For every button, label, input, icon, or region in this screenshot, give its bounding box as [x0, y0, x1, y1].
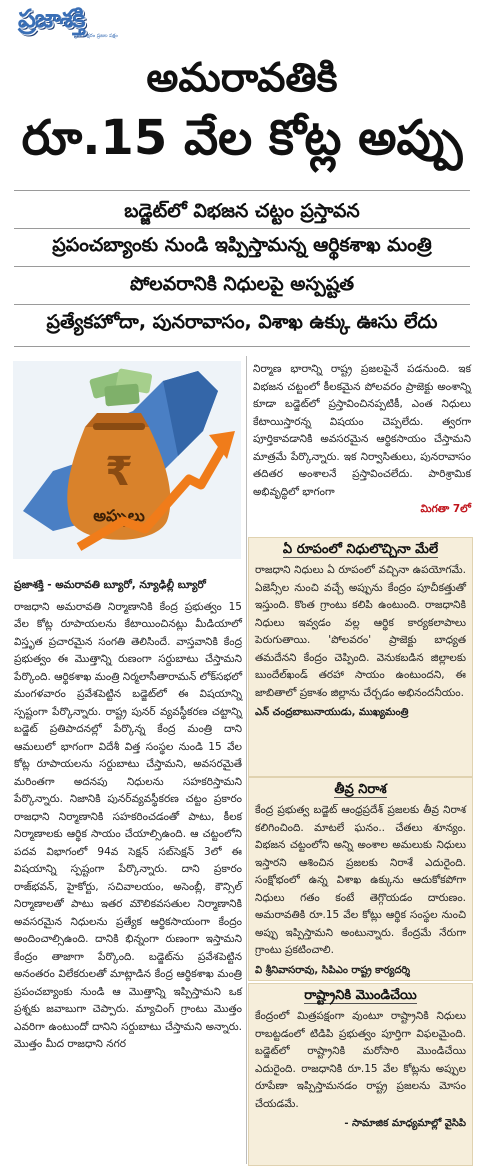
subhead-3: పోలవరానికి నిధులపై అస్పష్టత	[129, 273, 355, 295]
subhead-4: ప్రత్యేకహోదా, పునరావాసం, విశాఖ ఉక్కు ఊసు లేదు	[46, 311, 438, 333]
article-byline: ప్రజాశక్తి - అమరావతి బ్యూరో, న్యూఢిల్లీ బ్యూరో	[14, 579, 206, 591]
article-left-column	[14, 577, 242, 1054]
headline-line-2: రూ.15 వేల కోట్ల అప్పు	[21, 110, 463, 166]
divider	[14, 266, 470, 267]
box-signature: ఎన్ చంద్రబాబునాయుడు, ముఖ్యమంత్రి	[255, 707, 409, 718]
box-title: రాష్ట్రానికి మొండిచేయి	[304, 988, 417, 1003]
money-bag-map-icon	[13, 361, 241, 559]
box-body: కేంద్రంలో మిత్రపక్షంగా వుంటూ రాష్ట్రానికి నిధులు రాబట్టడంలో టిడిపి ప్రభుత్వం పూర్తిగా విఫలమైంది. బడ్జెట్‌లో రాష్ట్రానికి మరోసారి మొండిచేయి ఎదురైంది. రాజధానికి రూ.15 వేల కోట్లను అప్పుల రూపేణా ఇప్పిస్తామనడం రాష్ట్ర ప్రజలను మోసం చేయడమే.	[255, 1010, 466, 1110]
continued-link[interactable]: మిగతా 7లో	[420, 503, 471, 515]
sidebar-box-cpim	[248, 777, 473, 981]
article-right-text: నిర్మాణ భారాన్ని రాష్ట్ర ప్రజలపైనే పడనుంది. ఇక విభజన చట్టంలో కీలకమైన పోలవరం ప్రాజెక్టు అంశాన్ని కూడా బడ్జెట్‌లో ప్రస్తావించినప్పటికీ, ఎంత నిధులు కేటాయిస్తారన్న విషయం చెప్పలేదు. త్వరగా పూర్తికావడానికి అవసరమైన ఆర్థికసాయం చేస్తామని మాత్రమే పేర్కొన్నారు. ఇక నిర్వాసితులు, పునరావాసం తదితర అంశాలనే ప్రస్తావించలేదు. పారిశ్రామిక అభివృద్ధిలో భాగంగా	[253, 363, 471, 498]
box-title: తీవ్ర నిరాశ	[334, 782, 387, 797]
divider	[14, 346, 470, 347]
subhead-2: ప్రపంచబ్యాంకు నుండి ఇప్పిస్తామన్న ఆర్థికశాఖ మంత్రి	[52, 234, 432, 256]
divider	[14, 228, 470, 229]
masthead	[0, 0, 484, 46]
divider	[14, 304, 470, 305]
box-body: రాజధాని నిధులు ఏ రూపంలో వచ్చినా ఉపయోగమే. ఏజెన్సీల నుంచి వచ్చే అప్పును కేంద్రం పూచీకత్తుతో ఇస్తుంది. కొంత గ్రాంటు కలిపి ఉంటుంది. రాజధానికి నిధులు ఇవ్వడం వల్ల ఆర్థిక కార్యకలాపాలు పెరుగుతాయి. 'పోలవరం' ప్రాజెక్టు బాధ్యత తమదేనని కేంద్రం చెప్పింది. వెనుకబడిన జిల్లాలకు బుందేల్‌ఖండ్ తరహా సాయం ఉంటుందని, ఈ జాబితాలో ప్రకాశం జిల్లాను చేర్చడం అభినందనీయం.	[255, 564, 466, 699]
divider	[14, 190, 470, 191]
box-signature: వి శ్రీనివాసరావు, సిపిఎం రాష్ట్ర కార్యదర్శి	[255, 964, 410, 976]
box-title: ఏ రూపంలో నిధులొచ్చినా మేలే	[282, 542, 439, 557]
rupee-symbol: ₹	[105, 449, 133, 495]
bag-label: అప్పులు	[93, 506, 145, 525]
sidebar-box-ysrcp	[248, 983, 473, 1166]
subhead-1: బడ్జెట్‌లో విభజన చట్టం ప్రస్తావన	[124, 200, 360, 222]
box-signature: - సామాజిక మాధ్యమాల్లో వైసిపి	[344, 1118, 466, 1129]
article-body: రాజధాని అమరావతి నిర్మాణానికి కేంద్ర ప్రభుత్వం 15 వేల కోట్ల రూపాయలను కేటాయించినట్లు మీడియాలో విస్తృత ప్రచారమైన సంగతి తెలిసిందే. వాస్తవానికి కేంద్ర ప్రభుత్వం ఈ మొత్తాన్ని రుణంగా సర్దుబాటు చేస్తామని పేర్కొంది. ఆర్థికశాఖ మంత్రి నిర్మలాసీతారామన్ లోక్‌సభలో మంగళవారం ప్రవేశపెట్టిన బడ్జెట్‌లో ఈ విషయాన్ని స్పష్టంగా పేర్కొన్నారు. రాష్ట్ర పునర్ వ్యవస్థీకరణ చట్టాన్ని బడ్జెట్ ప్రతిపాదనల్లో పేర్కొన్న కేంద్ర మంత్రి దాని ఆమలులో భాగంగా విదేశీ విత్త సంస్థల నుండి 15 వేల కోట్ల రూపాయలను సర్దుబాటు చేస్తామని, అవసరమైతే మరింతగా అదనపు నిధులను సహకరిస్తామని పేర్కొన్నారు. నిజానికి పునర్‌వ్యవస్థీకరణ చట్టం ప్రకారం రాజధాని నిర్మాణానికి సహకరించడంతో పాటు, కీలక నిర్మాణాలకు ఆర్థిక సాయం చేయాల్సిఉంది. ఆ చట్టంలోని పదవ విభాగంలో 94వ సెక్షన్ సబ్‌సెక్షన్ 3లో ఈ విషయాన్ని స్పష్టంగా పేర్కొన్నారు. దాని ప్రకారం రాజ్‌భవన్, హైకోర్టు, సచివాలయం, అసెంబ్లీ, కౌన్సిల్ నిర్మాణాలతో పాటు ఇతర మౌలికవసతుల నిర్మాణానికి అవసరమైన నిధులను ప్రత్యేక ఆర్థికసాయంగా కేంద్రం అందించాల్సిఉంది. దానికి భిన్నంగా రుణంగా ఇస్తామని కేంద్రం తాజాగా పేర్కొంది. బడ్జెట్‌ను ప్రవేశపెట్టిన అనంతరం విలేకరులతో మాట్లాడిన కేంద్ర ఆర్థికశాఖ మంత్రి ప్రపంచబ్యాంకు నుండి ఆ మొత్తాన్ని ఇప్పిస్తామని ఒక ప్రశ్నకు జవాబుగా చెప్పారు. మ్యాచింగ్ గ్రాంటు మొత్తం ఎవరిగా ఉంటుందో దానిని సర్దుబాటు చేస్తామని అన్నారు. మొత్తం మీద రాజధాని నగర	[14, 600, 242, 1050]
article-right-column	[253, 361, 471, 519]
logo-name: ప్రజాశక్తి	[18, 4, 85, 33]
headline-line-1: అమరావతికి	[146, 55, 338, 101]
column-divider	[246, 356, 247, 1164]
logo-tagline: ప్రతి అక్షరం ప్రజల పక్షం	[74, 33, 118, 39]
box-body: కేంద్ర ప్రభుత్వ బడ్జెట్ ఆంధ్రప్రదేశ్ ప్రజలకు తీవ్ర నిరాశ కలిగించింది. మాటలే ఘనం.. చేతలు శూన్యం. విభజన చట్టంలోని అన్ని అంశాల అమలుకు నిధులు ఇస్తారని ఆశించిన ప్రజలకు నిరాశే ఎదురైంది. సంక్షోభంలో ఉన్న విశాఖ ఉక్కును ఆదుకోకపోగా నిధులు గతం కంటే తెగ్గొయడం దారుణం. అమరావతికి రూ.15 వేల కోట్లు ఆర్థిక సంస్థల నుంచి అప్పు ఇప్పిస్తామని అంటున్నారు. కేంద్రమే నేరుగా గ్రాంటు ప్రకటించాలి.	[255, 804, 466, 956]
sidebar-box-cm	[248, 537, 473, 777]
newspaper-logo[interactable]	[14, 4, 154, 40]
debt-illustration	[13, 361, 241, 559]
